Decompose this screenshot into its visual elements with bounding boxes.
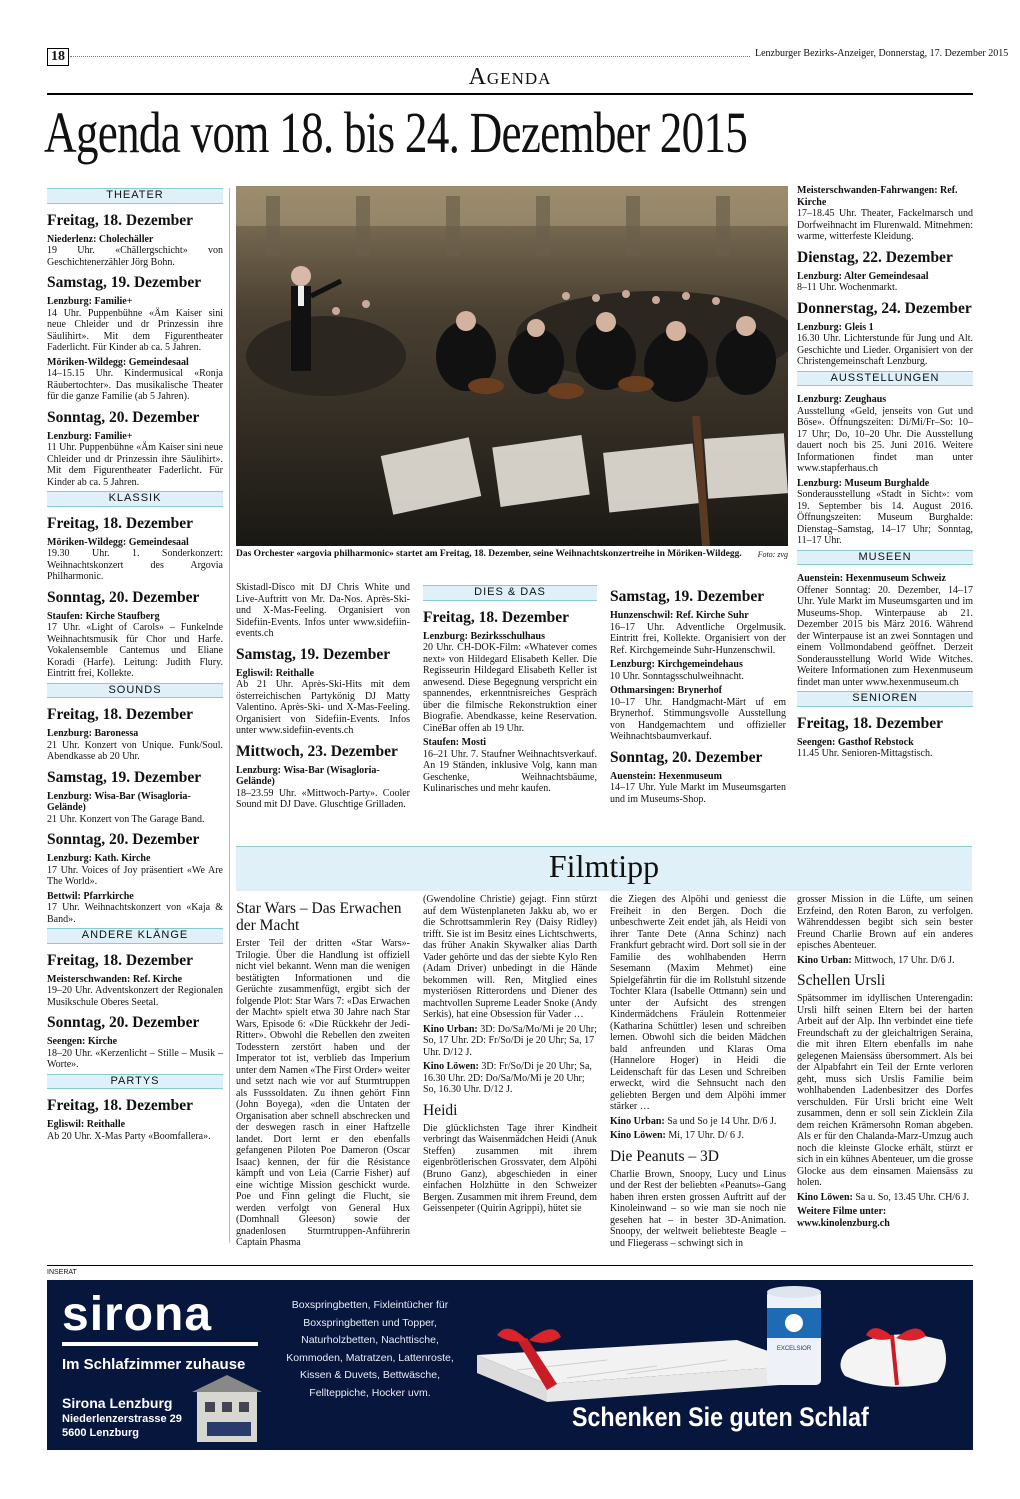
event-text: 14 Uhr. Puppenbühne «Äm Kaiser sini neue Chleider und dr Prinzessin ihre Säulihirt». Mit dem Figurentheater Faderlicht. Für Kinder ab ca. 5 Jahren. bbox=[47, 307, 223, 353]
category-header: ANDERE KLÄNGE bbox=[47, 928, 223, 944]
shop-address bbox=[62, 1395, 182, 1440]
agenda-column-2 bbox=[236, 582, 410, 814]
section-rule bbox=[47, 93, 973, 95]
event-text: 16–21 Uhr. 7. Staufner Weihnachtsverkauf. An 19 Ständen, inklusive Volg, kann man Geschenke, Weihnachtsbäume, Kulinarisches und mehr kaufen. bbox=[423, 748, 597, 794]
day-heading: Freitag, 18. Dezember bbox=[47, 951, 194, 969]
event-text: 3D: Do/Sa/Mo/Mi je 20 Uhr; So, 17 Uhr. 2D: Fr/So/Di je 20 Uhr; Sa, 17 Uhr. D/12 J. bbox=[423, 1023, 597, 1058]
event-entry bbox=[236, 668, 410, 737]
event-text: 14–15.15 Uhr. Kindermusical «Ronja Räubertochter». Das musikalische Theater für die ganze Familie (ab 5 Jahren). bbox=[47, 368, 223, 402]
film-title: Heidi bbox=[423, 1101, 458, 1119]
event-text: Mi, 17 Uhr. D/ 6 J. bbox=[668, 1130, 744, 1141]
event-venue: Weitere Filme unter: www.kinolenzburg.ch bbox=[797, 1206, 890, 1229]
event-text: 10–17 Uhr. Handgmacht-Märt uf em Brynerhof. Stimmungsvolle Ausstellung von Handgemachtem und offizieller Weihnachtsbaumverkauf. bbox=[610, 696, 786, 742]
event-venue: Möriken-Wildegg: Gemeindesaal bbox=[47, 356, 189, 368]
category-header: PARTYS bbox=[47, 1074, 223, 1090]
event-entry bbox=[47, 1119, 223, 1142]
event-text: (Gwendoline Christie) gejagt. Finn stürzt auf dem Wüstenplaneten Jakku ab, wo er die Schrottsammlerin Rey (Daisy Ridley) trifft. Sie ist im Besitz eines Lichtschwerts, das früher Anakin Skywalker alias Darth Vader gehörte und das der siebte Kylo Ren (Adam Driver) unbedingt in die Hände bekommen will. Ren, Mitglied eines mysteriösen Ritterordens und Diener des machtvollen Supreme Leader Snoke (Andy Serkis), hat eine Obsession für Vader … bbox=[423, 894, 597, 1020]
logo-underline bbox=[62, 1342, 258, 1346]
film-column-1 bbox=[236, 894, 410, 1252]
day-heading: Freitag, 18. Dezember bbox=[47, 1097, 194, 1114]
film-title: Die Peanuts – 3D bbox=[610, 1147, 719, 1165]
event-entry bbox=[797, 894, 973, 952]
event-entry bbox=[797, 1192, 973, 1204]
agenda-column-1 bbox=[47, 188, 223, 1145]
event-text: Die glücklichsten Tage ihrer Kindheit verbringt das Waisenmädchen Heidi (Anuk Steffen) zusammen mit ihrem eigenbrötlerischen Grossvater, dem Alpöhi (Bruno Ganz), abgeschieden in einer einfachen Holzhütte in den Schweizer Bergen. Zusammen mit ihrem Freund, dem Geissenpeter (Quirin Agrippi), hütet sie bbox=[423, 1122, 597, 1214]
event-text: 8–11 Uhr. Wochenmarkt. bbox=[797, 282, 898, 293]
ad-product-list: Boxspringbetten, Fixleintücher für Boxspringbetten und Topper, Naturholzbetten, Nachttische, Kommoden, Matratzen, Lattenroste, Kissen & Duvets, Bettwäsche, Fellteppiche, Hocker uvm. bbox=[286, 1299, 454, 1399]
category-header: DIES & DAS bbox=[423, 585, 597, 601]
event-venue: Kino Urban: bbox=[610, 1115, 665, 1127]
event-venue: Lenzburg: Kirchgemeindehaus bbox=[610, 659, 743, 670]
event-entry bbox=[423, 631, 597, 735]
event-entry bbox=[797, 185, 973, 243]
ad-rule bbox=[47, 1265, 973, 1266]
mattress-illustration bbox=[477, 1329, 807, 1402]
sirona-logo: sirona bbox=[62, 1288, 213, 1341]
event-entry bbox=[47, 853, 223, 888]
event-venue: Lenzburg: Zeughaus bbox=[797, 394, 887, 405]
filmtipp-title: Filmtipp bbox=[548, 848, 660, 884]
event-text: 20 Uhr. CH-DOK-Film: «Whatever comes next» von Hildegard Elisabeth Keller. Die Regisseurin Hildegard Elisabeth Keller ist anwesend. Diese Begegnung verspricht ein spannendes, erkenntnisreiches Gespräch über die filmische Rekonstruktion einer Biografie. Abendkasse, keine Reservation. CinéBar offen ab 19 Uhr. bbox=[423, 642, 597, 734]
ad-tagline: Im Schlafzimmer zuhause bbox=[62, 1356, 246, 1373]
event-venue: Lenzburg: Baronessa bbox=[47, 728, 139, 739]
orchestra-photo-image bbox=[236, 186, 788, 546]
event-entry bbox=[47, 357, 223, 403]
page-headline: Agenda vom 18. bis 24. Dezember 2015 bbox=[44, 100, 748, 165]
agenda-column-5 bbox=[797, 185, 973, 763]
event-venue: Othmarsingen: Brynerhof bbox=[610, 685, 722, 696]
event-entry bbox=[797, 573, 973, 688]
day-heading: Sonntag, 20. Dezember bbox=[47, 408, 200, 426]
shop-name: Sirona Lenzburg bbox=[62, 1395, 173, 1411]
event-text: Mittwoch, 17 Uhr. D/6 J. bbox=[854, 954, 955, 966]
event-entry bbox=[610, 1116, 786, 1128]
event-text: 17 Uhr. Weihnachtskonzert von «Kaja & Band». bbox=[47, 902, 223, 925]
event-text: 11.45 Uhr. Senioren-Mittagstisch. bbox=[797, 748, 933, 759]
event-entry bbox=[610, 1130, 786, 1142]
event-entry bbox=[47, 728, 223, 763]
event-text: 10 Uhr. Sonntagsschulweihnacht. bbox=[610, 670, 744, 682]
day-heading: Samstag, 19. Dezember bbox=[47, 274, 202, 291]
event-text: Offener Sonntag: 20. Dezember, 14–17 Uhr. Yule Markt im Museumsgarten und im Museums-Shop. Winterpause ab 21. Dezember 2015 bis März 2016. Während der Winterpause ist an zwei Sonntagen und einem Vollmondabend geöffnet. Derzeit Sonderausstellung World Wide Witches. Weitere Informationen zum Hexenmuseum findet man unter www.hexenmuseum.ch bbox=[797, 584, 973, 688]
film-title: Star Wars – Das Erwachen der Macht bbox=[236, 900, 402, 934]
event-venue: Bettwil: Pfarrkirche bbox=[47, 890, 134, 902]
category-header: SOUNDS bbox=[47, 683, 223, 699]
day-heading: Mittwoch, 23. Dezember bbox=[236, 742, 398, 760]
header-dotted-rule bbox=[70, 56, 750, 57]
event-venue: Lenzburg: Familie+ bbox=[47, 430, 133, 442]
event-entry bbox=[797, 322, 973, 368]
photo-caption bbox=[236, 549, 788, 560]
event-venue: Kino Urban: bbox=[797, 954, 852, 966]
event-entry bbox=[47, 431, 223, 489]
event-text: Ab 20 Uhr. X-Mas Party «Boomfallera». bbox=[47, 1130, 211, 1142]
event-entry bbox=[610, 659, 786, 682]
event-entry bbox=[47, 791, 223, 826]
event-entry bbox=[797, 394, 973, 475]
event-entry bbox=[236, 582, 410, 640]
event-entry bbox=[610, 894, 786, 1113]
event-venue: Staufen: Kirche Staufberg bbox=[47, 610, 160, 622]
day-heading: Sonntag, 20. Dezember bbox=[47, 588, 200, 606]
event-venue: Lenzburg: Bezirksschulhaus bbox=[423, 630, 545, 642]
ad-slogan: Schenken Sie guten Schlaf bbox=[572, 1402, 869, 1432]
event-text: 17–18.45 Uhr. Theater, Fackelmarsch und Dorfweihnacht im Flurenwald. Mitnehmen: warme, witterfeste Kleidung. bbox=[797, 208, 973, 242]
event-venue: Kino Löwen: bbox=[423, 1061, 479, 1072]
event-text: Sonderausstellung «Stadt in Sicht»: vom 19. September bis 14. August 2016. Öffnungszeiten: Museum Burghalde: Dienstag–Samstag, 14–17 Uhr; Sonntag, 11–17 Uhr. bbox=[797, 489, 973, 546]
event-venue: Seengen: Gasthof Rebstock bbox=[797, 736, 914, 748]
category-header: AUSSTELLUNGEN bbox=[797, 371, 973, 387]
day-heading: Samstag, 19. Dezember bbox=[236, 645, 391, 663]
event-text: grosser Mission in die Lüfte, um seinen Erzfeind, den Roten Baron, zu verfolgen. Währenddessen begibt sich sein bester Freund Charlie Brown auf ein anderes episches Abenteuer. bbox=[797, 894, 973, 951]
ad-label: INSERAT bbox=[47, 1269, 77, 1276]
event-venue: Egliswil: Reithalle bbox=[47, 1119, 126, 1130]
event-entry bbox=[797, 737, 973, 760]
shop-street: Niederlenzerstrasse 29 bbox=[62, 1413, 182, 1425]
day-heading: Dienstag, 22. Dezember bbox=[797, 248, 953, 266]
column-divider bbox=[229, 188, 230, 1243]
event-entry bbox=[423, 1024, 597, 1059]
event-entry bbox=[47, 296, 223, 354]
event-entry bbox=[236, 765, 410, 811]
event-venue: Lenzburg: Kath. Kirche bbox=[47, 853, 151, 864]
event-text: 11 Uhr. Puppenbühne «Äm Kaiser sini neue Chleider und dr Prinzessin ihre Säulihirt». Mit dem Figurentheater Faderlicht. Für Kinder ab ca. 5 Jahren. bbox=[47, 442, 223, 488]
event-text: Ab 21 Uhr. Après-Ski-Hits mit dem österreichischen Partykönig DJ Matty Valentino. Après-Ski- und X-Mas-Feeling. Organisiert von Sidefiin-Events. Infos unter www.sidefiin-events.ch bbox=[236, 679, 410, 736]
event-text: Ausstellung «Geld, jenseits von Gut und Böse». Öffnungszeiten: Di/Mi/Fr–So: 10–17 Uhr; Do, 10–20 Uhr. Die Ausstellung dauert noch bis 25. Juni 2016. Weitere Informationen findet man unter www.stapferhaus.ch bbox=[797, 405, 973, 474]
event-entry bbox=[423, 894, 597, 1021]
event-text: 17 Uhr. Voices of Joy präsentiert «We Are The World». bbox=[47, 864, 223, 887]
day-heading: Freitag, 18. Dezember bbox=[47, 514, 194, 532]
event-venue: Lenzburg: Museum Burghalde bbox=[797, 477, 930, 489]
film-column-4 bbox=[797, 894, 973, 1232]
shop-city: 5600 Lenzburg bbox=[62, 1427, 140, 1439]
photo-caption-text: Das Orchester «argovia philharmonic» startet am Freitag, 18. Dezember, seine Weihnachtskonzertreihe in Möriken-Wildegg. bbox=[236, 549, 742, 559]
event-text: Charlie Brown, Snoopy, Lucy und Linus und der Rest der beliebten «Peanuts»-Gang haben ihren ersten grossen Auftritt auf der Kinoleinwand – so wie man sie noch nie gesehen hat – in bester 3D-Animation. Snoopy, der weltweit beliebteste Beagle – und Fliegerass – schwingt sich in bbox=[610, 1168, 786, 1249]
event-venue: Auenstein: Hexenmuseum Schweiz bbox=[797, 573, 946, 584]
event-text: 18–20 Uhr. «Kerzenlicht – Stille – Musik – Worte». bbox=[47, 1047, 223, 1070]
event-text: 3D: Fr/So/Di je 20 Uhr; Sa, 16.30 Uhr. 2D: Do/Sa/Mo/Mi je 20 Uhr; So, 16.30 Uhr. D/12 J. bbox=[423, 1061, 592, 1095]
day-heading: Freitag, 18. Dezember bbox=[797, 714, 944, 732]
film-column-2 bbox=[423, 894, 597, 1218]
day-heading: Freitag, 18. Dezember bbox=[47, 706, 194, 723]
event-text: Spätsommer im idyllischen Unterengadin: Ursli hilft seinen Eltern bei der harten Arbeit auf der Alp. Ihn verbindet eine tiefe Freundschaft zu der gleichaltrigen Seraina, die mit ihren Eltern ebenfalls im nahe gelegenen Maiensäss übersommert. Als bei der Alpabfahrt ein Teil der Ernte verloren geht, muss sich Urslis Familie beim wohlhabenden Ladenbesitzer des Dorfes verschulden. Für Ursli bricht eine Welt zusammen, denn er soll sein Zicklein Zila dem reichen Krämersohn Roman abgeben. Als er für den Chalanda-Marz-Umzug auch noch die kleinste Glocke erhält, stürzt er sich in ein kühnes Abenteuer, um die grosse Glocke aus dem einsamen Maiensäss zu holen. bbox=[797, 993, 973, 1188]
event-venue: Egliswil: Reithalle bbox=[236, 667, 315, 679]
event-venue: Lenzburg: Alter Gemeindesaal bbox=[797, 270, 929, 282]
can-label: EXCELSIOR bbox=[776, 1346, 812, 1352]
event-entry bbox=[423, 1123, 597, 1215]
product-can bbox=[767, 1286, 821, 1385]
agenda-column-3 bbox=[423, 585, 597, 798]
event-venue: Hunzenschwil: Ref. Kirche Suhr bbox=[610, 610, 749, 621]
event-entry bbox=[610, 610, 786, 656]
event-entry bbox=[797, 271, 973, 294]
event-venue: Lenzburg: Wisa-Bar (Wisagloria-Gelände) bbox=[47, 790, 191, 813]
event-venue: Kino Löwen: bbox=[610, 1130, 666, 1141]
event-venue: Niederlenz: Cholechäller bbox=[47, 233, 154, 245]
event-entry bbox=[47, 891, 223, 926]
event-entry bbox=[423, 737, 597, 795]
event-entry bbox=[47, 611, 223, 680]
day-heading: Sonntag, 20. Dezember bbox=[610, 748, 763, 766]
event-entry bbox=[47, 537, 223, 583]
masthead: Lenzburger Bezirks-Anzeiger, Donnerstag, 17. Dezember 2015 bbox=[755, 48, 1009, 59]
event-entry bbox=[610, 771, 786, 806]
orchestra-photo bbox=[236, 186, 788, 546]
event-text: Sa und So je 14 Uhr. D/6 J. bbox=[667, 1115, 777, 1127]
event-venue: Seengen: Kirche bbox=[47, 1036, 118, 1047]
event-text: die Ziegen des Alpöhi und geniesst die Freiheit in den Bergen. Doch die unbeschwerte Zeit endet jäh, als Heidi von ihrer Tante Dete (Anna Schinz) nach Frankfurt gebracht wird. Dort soll sie in der Familie des wohlhabenden Herrn Sesemann (Maxim Mehmet) eine Spielgefährtin für die im Rollstuhl sitzende Tochter Klara (Isabelle Ottmann) sein und unter der Aufsicht des strengen Kindermädchens Fräulein Rottenmeier (Katharina Schüttler) lesen und schreiben lernen. Obwohl sich die beiden Mädchen bald anfreunden und Klaras Oma (Hannelore Hoger) in Heidi die Leidenschaft für das Lesen und Schreiben erweckt, wird die Sehnsucht nach den geliebten Bergen und dem Alpöhi immer stärker … bbox=[610, 894, 786, 1112]
event-venue: Möriken-Wildegg: Gemeindesaal bbox=[47, 536, 189, 548]
event-text: 16.30 Uhr. Lichterstunde für Jung und Alt. Geschichte und Lieder. Organisiert von der Christengemeinschaft Lenzburg. bbox=[797, 333, 973, 367]
event-entry bbox=[423, 1061, 597, 1096]
event-entry bbox=[47, 1036, 223, 1071]
event-venue: Auenstein: Hexenmuseum bbox=[610, 770, 722, 782]
event-venue: Lenzburg: Familie+ bbox=[47, 296, 133, 307]
event-text: Sa u. So, 13.45 Uhr. CH/6 J. bbox=[855, 1191, 969, 1203]
event-text: 18–23.59 Uhr. «Mittwoch-Party». Cooler Sound mit DJ Dave. Gluschtige Grilladen. bbox=[236, 787, 410, 810]
day-heading: Samstag, 19. Dezember bbox=[610, 588, 765, 605]
category-header: SENIOREN bbox=[797, 691, 973, 707]
page-number: 18 bbox=[47, 48, 69, 66]
building-photo bbox=[192, 1375, 262, 1442]
event-entry bbox=[797, 993, 973, 1189]
film-column-3 bbox=[610, 894, 786, 1252]
day-heading: Samstag, 19. Dezember bbox=[47, 768, 202, 786]
event-entry bbox=[797, 478, 973, 547]
event-entry bbox=[47, 234, 223, 269]
event-text: Erster Teil der dritten «Star Wars»-Trilogie. Über die Handlung ist offiziell nicht viel bekannt. Wenn man die wenigen bestätigten Informationen und die Gerüchte zusammenfügt, ergibt sich der folgende Plot: Star Wars 7: «Das Erwachen der Macht» spielt etwa 30 Jahre nach Star Wars, Episode 6: «Die Rückkehr der Jedi-Ritter». Obwohl die Rebellen den zweiten Todesstern zerstört haben und der Imperator tot ist, verblieb das Imperium unter dem Namen «The First Order» weiter und setzt nach wie vor auf Sturmtruppen als Fusssoldaten. Zu ihnen gehört Finn (John Boyega), «den die Untaten der Organisation aber schnell abschrecken und der deswegen rasch in einer Haftzelle landet. Dort lernt er den ebenfalls gefangenen Piloten Poe Dameron (Oscar Isaac) kennen, der für die Résistance kämpft und von Leia (Carrie Fisher) auf eine wichtige Mission geschickt wurde. Poe und Finn gelingt die Flucht, sie werden verfolgt von General Hux (Domhnall Gleeson) sowie der gnadenlosen Sturmtruppen-Anführerin Captain Phasma bbox=[236, 938, 410, 1248]
event-entry bbox=[47, 974, 223, 1009]
event-entry bbox=[236, 938, 410, 1249]
section-title: Agenda bbox=[468, 64, 552, 90]
event-entry bbox=[797, 1206, 973, 1229]
category-header: THEATER bbox=[47, 188, 223, 204]
day-heading: Sonntag, 20. Dezember bbox=[47, 1014, 200, 1031]
film-title: Schellen Ursli bbox=[797, 972, 886, 989]
event-entry bbox=[797, 955, 973, 967]
event-text: 17 Uhr. «Light of Carols» – Funkelnde Weihnachtsmusik für Chor und Harfe. Vokalensemble Cantemus und Eliane Koradi (Harfe). Leitung: Judith Flury. Eintritt frei, Kollekte. bbox=[47, 622, 223, 679]
day-heading: Freitag, 18. Dezember bbox=[47, 211, 194, 229]
event-text: 14–17 Uhr. Yule Markt im Museumsgarten und im Museums-Shop. bbox=[610, 782, 786, 805]
day-heading: Sonntag, 20. Dezember bbox=[47, 831, 200, 848]
agenda-column-4 bbox=[610, 582, 786, 808]
category-header: MUSEEN bbox=[797, 550, 973, 566]
event-entry bbox=[610, 685, 786, 743]
category-header: KLASSIK bbox=[47, 491, 223, 507]
event-venue: Staufen: Mosti bbox=[423, 737, 487, 748]
event-venue: Lenzburg: Gleis 1 bbox=[797, 321, 874, 333]
event-venue: Meisterschwanden-Fahrwangen: Ref. Kirche bbox=[797, 185, 958, 208]
day-heading: Freitag, 18. Dezember bbox=[423, 608, 570, 626]
event-text: Skistadl-Disco mit DJ Chris White und Live-Auftritt von Mr. Da-Nos. Après-Ski- und X-Mas-Feeling. Organisiert von Sidefiin-Events. Infos unter www.sidefiin-events.ch bbox=[236, 582, 410, 639]
event-text: 19 Uhr. «Chällergschicht» von Geschichtenerzähler Jörg Bohn. bbox=[47, 245, 223, 268]
event-text: 19–20 Uhr. Adventskonzert der Regionalen Musikschule Oberes Seetal. bbox=[47, 985, 223, 1008]
photo-credit: Foto: zvg bbox=[757, 550, 788, 559]
event-venue: Lenzburg: Wisa-Bar (Wisagloria-Gelände) bbox=[236, 764, 380, 787]
event-text: 16–17 Uhr. Adventliche Orgelmusik. Eintritt frei, Kollekte. Organisiert von der Ref. Kirchgemeinde Suhr-Hunzenschwil. bbox=[610, 621, 786, 656]
event-entry bbox=[610, 1169, 786, 1250]
event-text: 21 Uhr. Konzert von Unique. Funk/Soul. Abendkasse ab 20 Uhr. bbox=[47, 739, 223, 762]
event-venue: Meisterschwanden: Ref. Kirche bbox=[47, 973, 183, 985]
day-heading: Donnerstag, 24. Dezember bbox=[797, 299, 972, 317]
event-venue: Kino Urban: bbox=[423, 1023, 478, 1035]
event-text: 21 Uhr. Konzert von The Garage Band. bbox=[47, 813, 205, 825]
event-text: 19.30 Uhr. 1. Sonderkonzert: Weihnachtskonzert des Argovia Philharmonic. bbox=[47, 548, 223, 582]
pillow-illustration bbox=[840, 1328, 946, 1387]
event-venue: Kino Löwen: bbox=[797, 1191, 853, 1203]
